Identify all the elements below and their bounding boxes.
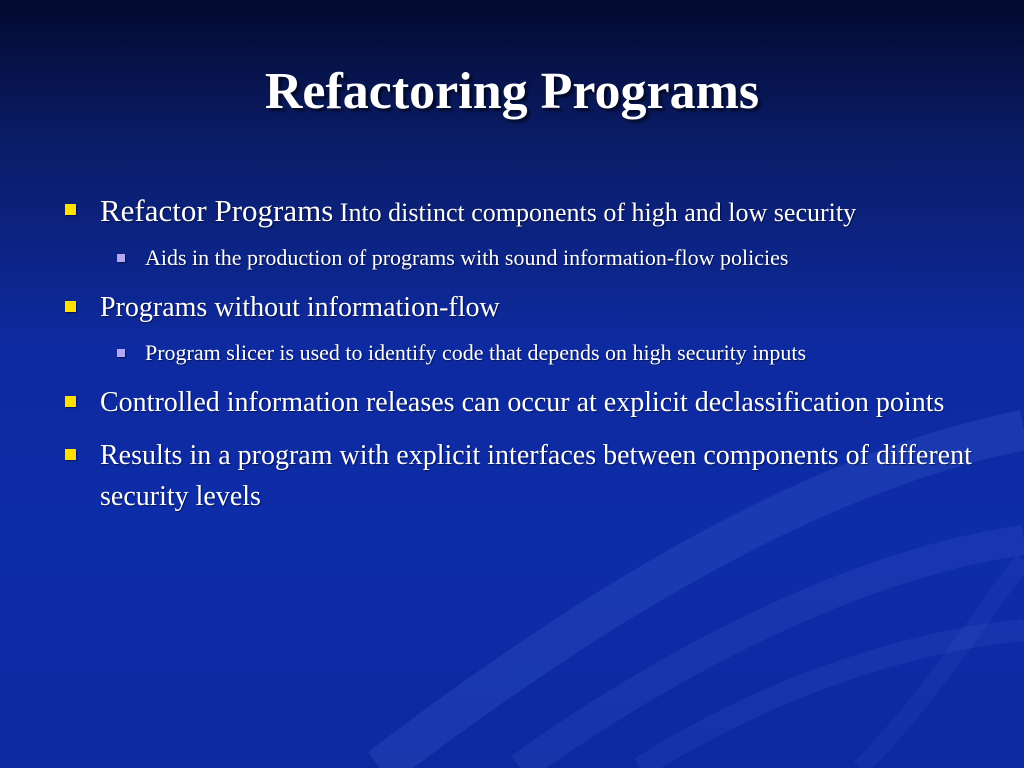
bullet-item-refactor-programs — [62, 190, 972, 233]
bullet-text: Results in a program with explicit interfaces between components of different security levels — [100, 440, 972, 512]
bullet-text: Programs without information-flow — [100, 292, 500, 323]
bullet-item-explicit-interfaces — [62, 435, 972, 517]
bullet-list — [62, 190, 972, 529]
bullet-item-controlled-releases — [62, 382, 972, 423]
slide-title: Refactoring Programs — [264, 63, 760, 120]
square-bullet-icon — [65, 396, 76, 407]
square-subbullet-icon — [117, 349, 125, 357]
square-subbullet-icon — [117, 254, 125, 262]
bullet-item-programs-without-flow — [62, 287, 972, 328]
subbullet-text: Program slicer is used to identify code that depends on high security inputs — [145, 340, 807, 365]
square-bullet-icon — [65, 204, 76, 215]
subbullet-item-program-slicer — [62, 336, 972, 370]
subbullet-text: Aids in the production of programs with sound information-flow policies — [145, 245, 789, 270]
square-bullet-icon — [65, 301, 76, 312]
bullet-text: Into distinct components of high and low security — [333, 198, 857, 227]
square-bullet-icon — [65, 449, 76, 460]
subbullet-item-aids-production — [62, 241, 972, 275]
bullet-lead-text: Refactor Programs — [100, 193, 334, 228]
bullet-text: Controlled information releases can occur at explicit declassification points — [100, 387, 945, 418]
